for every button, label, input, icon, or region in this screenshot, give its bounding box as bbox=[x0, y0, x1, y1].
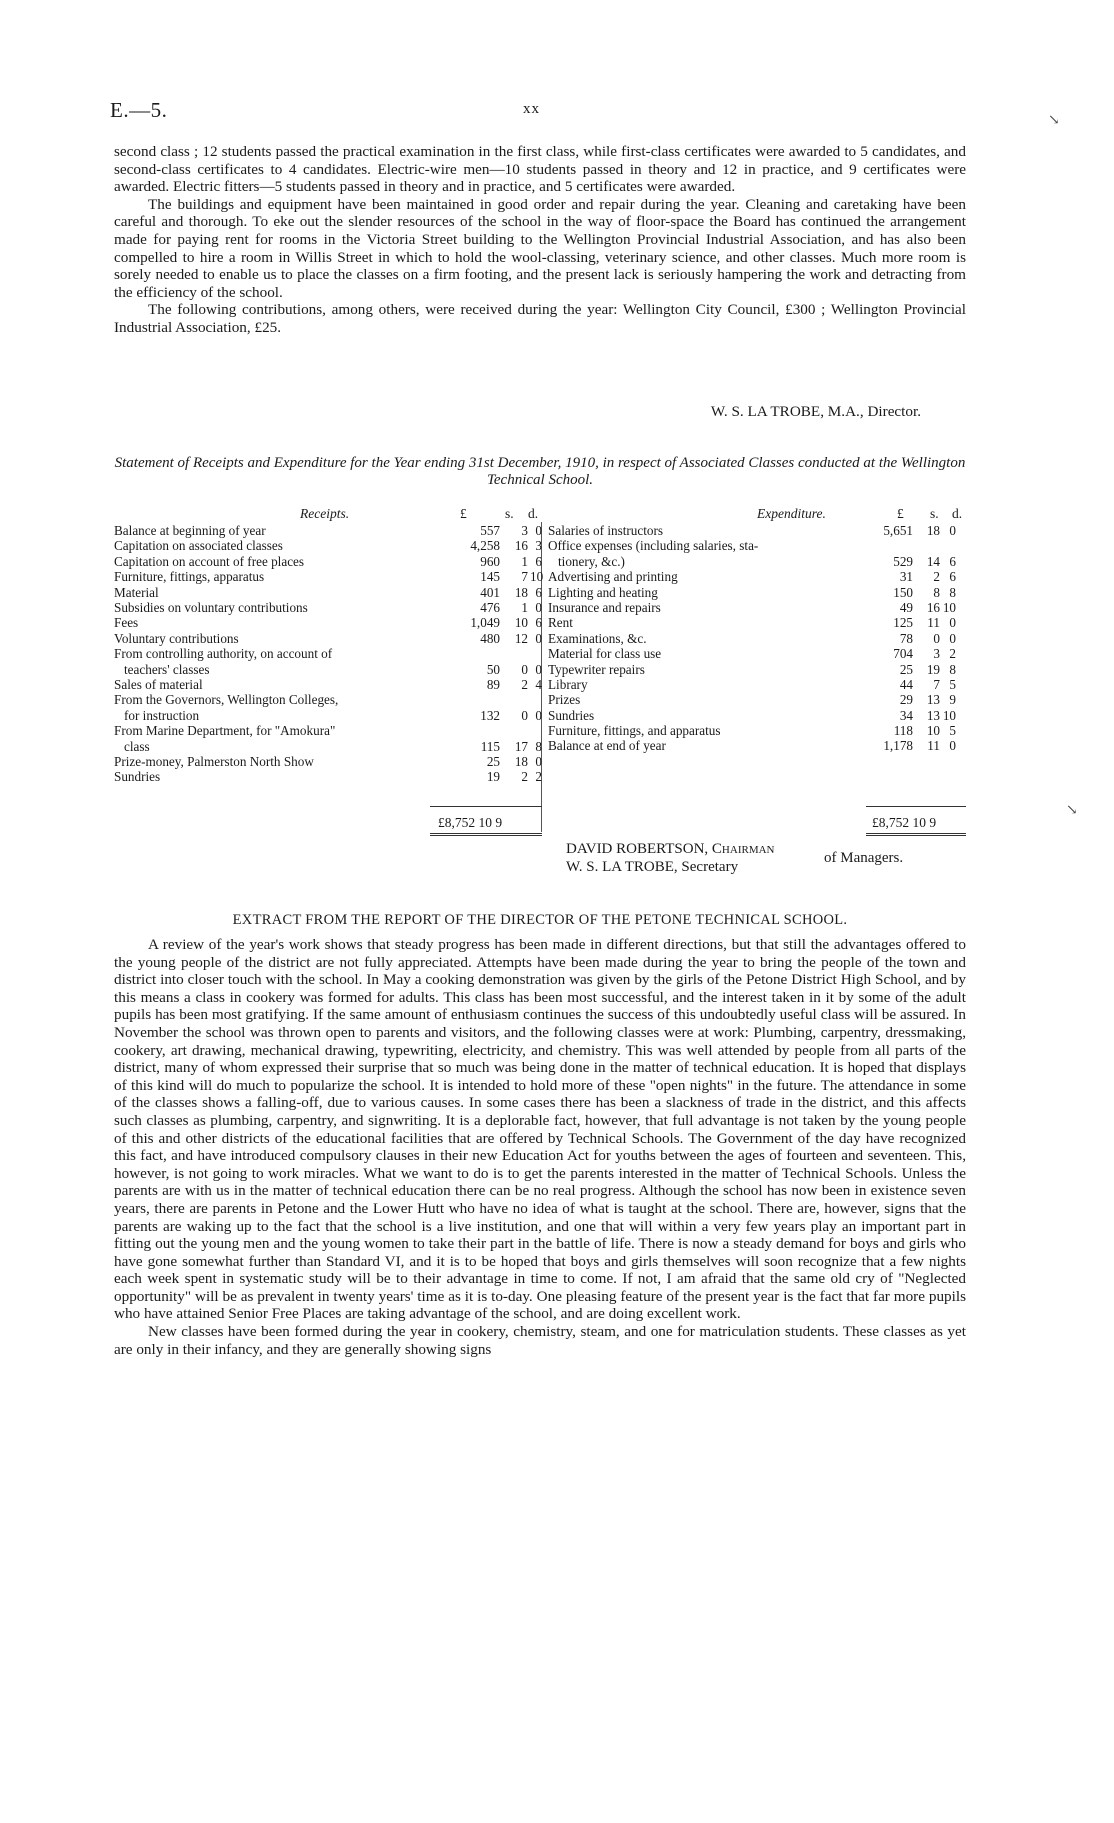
receipt-pence: 3 bbox=[535, 538, 542, 554]
expense-pounds: 25 bbox=[899, 661, 913, 677]
expense-label bbox=[548, 646, 843, 661]
expense-pounds: 31 bbox=[899, 569, 913, 585]
receipt-label-text: Capitation on associated classes bbox=[114, 538, 283, 554]
receipt-label bbox=[114, 723, 424, 754]
receipt-row bbox=[114, 646, 540, 677]
receipt-label-text: Material bbox=[114, 584, 159, 600]
scan-margin-mark: ↘ bbox=[1048, 113, 1060, 128]
expense-shill: 2 bbox=[933, 569, 940, 585]
expense-label-text: Balance at end of year bbox=[548, 738, 666, 754]
receipt-label-continuation: class bbox=[124, 738, 150, 754]
receipt-label bbox=[114, 615, 424, 630]
extract-paragraph-1: A review of the year's work shows that steady progress has been made in different directions, but that still the advantages offered to the young people of the district are not fully appreciated. Attempts have been made during the year to bring the people of the town and district into closer touch with the school. In May a cooking demonstration was given by the girls of the Petone District High School, and by this means a class in cookery was formed for adults. This class has been most successful, and the interest taken in it by some of the adult pupils has been most gratifying. If the same amount of enthusiasm continues the success of this undoubtedly useful class will be assured. In November the school was thrown open to parents and visitors, and the following classes were at work: Plumbing, carpentry, dressmaking, cookery, art drawing, mechanical drawing, typewriting, electricity, and chemistry. This was well attended by people from all parts of the district, many of whom expressed their surprise that so much was being done in the matter of technical education. It is hoped that displays of this kind will do much to popularize the school. It is intended to hold more of these "open nights" in the future. The attendance in some of the classes shows a falling-off, due to various causes. In some cases there has been a slackness of trade in the district, and this affects such classes as plumbing, carpentry, and signwriting. It is a deplorable fact, however, that full advantage is not taken by the young people of this and other districts of the educational facilities that are offered by Technical Schools. The Government of the day have recognized this fact, and have introduced compulsory clauses in their new Education Act for youths between the ages of fourteen and seventeen. This, however, is not going to work miracles. What we want to do is to get the parents interested in the matter of Technical Schools. Unless the parents are with us in the matter of technical education there can be no real progress. Although the school has now been in existence seven years, there are parents in Petone and the Lower Hutt who have no idea of what is taught at the school. There are, however, signs that the parents are waking up to the fact that the school is a live institution, and one that will within a very few years play an important part in fitting out the young men and the young women to take their part in the battle of life. There is now a steady demand for boys and girls who have gone somewhat further than Standard VI, and it is to be hoped that boys and girls themselves will soon recognize that a few nights each week spent in systematic study will be to their advantage in time to come. If not, I am afraid that the same old cry of "Neglected opportunity" will be as prevalent in twenty years' time as it is to-day. One pleasing feature of the present year is the fact that far more pupils who have attained Senior Free Places are taking advantage of the school, and are doing excellent work. bbox=[114, 936, 966, 1323]
receipt-label bbox=[114, 538, 424, 553]
receipt-label bbox=[114, 600, 424, 615]
expense-label-text: Prizes bbox=[548, 692, 581, 708]
receipt-label-text: Sales of material bbox=[114, 676, 203, 692]
expense-label bbox=[548, 538, 843, 569]
extract-title: EXTRACT FROM THE REPORT OF THE DIRECTOR OF THE PETONE TECHNICAL SCHOOL. bbox=[232, 912, 848, 928]
expense-shill: 13 bbox=[926, 707, 940, 723]
receipt-label bbox=[114, 554, 424, 569]
intro-paragraph-2: The buildings and equipment have been maintained in good order and repair during the year. Cleaning and caretaking have been careful and thorough. To eke out the slender resources of the school in the way of floor-space the Board has continued the arrangement made for paying rent for rooms in the Victoria Street building to the Wellington Provincial Industrial Association, and has also been compelled to hire a room in Willis Street in which to hold the wool-classing, veterinary science, and other classes. Much more room is sorely needed to enable us to place the classes on a firm footing, and the present lack is seriously hampering the work and detracting from the efficiency of the school. bbox=[114, 195, 966, 301]
page-number: xx bbox=[523, 101, 540, 117]
expense-row bbox=[548, 723, 966, 738]
expense-label-text: Advertising and printing bbox=[548, 569, 678, 585]
receipt-row bbox=[114, 723, 540, 754]
receipt-label-text: Prize-money, Palmerston North Show bbox=[114, 753, 314, 769]
expense-pounds: 529 bbox=[893, 553, 913, 569]
expense-label-text: Examinations, &c. bbox=[548, 630, 647, 646]
receipt-shill: 12 bbox=[514, 630, 528, 646]
managers-suffix: of Managers. bbox=[824, 850, 904, 866]
receipt-pounds: 145 bbox=[480, 569, 500, 585]
receipt-pounds: 89 bbox=[486, 676, 500, 692]
expense-row bbox=[548, 631, 966, 646]
expense-label-text: Lighting and heating bbox=[548, 584, 658, 600]
receipt-label-text: From the Governors, Wellington Colleges, bbox=[114, 692, 339, 708]
receipt-row bbox=[114, 523, 540, 538]
expenditure-total-rule bbox=[866, 806, 966, 807]
receipt-pence: 6 bbox=[535, 584, 542, 600]
expense-row bbox=[548, 662, 966, 677]
statement-title: Statement of Receipts and Expenditure for the Year ending 31st December, 1910, in respect of Associated Classes conducted at the Wellington Technical School. bbox=[114, 455, 966, 488]
receipt-label bbox=[114, 692, 424, 723]
expense-pence: 6 bbox=[949, 553, 956, 569]
receipts-heading: Receipts. bbox=[300, 506, 350, 521]
expense-label-continuation: tionery, &c.) bbox=[558, 553, 625, 569]
receipt-pounds: 557 bbox=[480, 522, 500, 538]
receipt-shill: 18 bbox=[514, 753, 528, 769]
expense-row bbox=[548, 646, 966, 661]
receipt-row bbox=[114, 554, 540, 569]
receipt-pounds: 50 bbox=[486, 661, 500, 677]
receipt-shill: 10 bbox=[514, 615, 528, 631]
receipt-pence: 0 bbox=[535, 630, 542, 646]
receipt-row bbox=[114, 631, 540, 646]
receipt-label-text: Capitation on account of free places bbox=[114, 553, 305, 569]
receipt-pence: 0 bbox=[535, 661, 542, 677]
receipt-pence: 6 bbox=[535, 553, 542, 569]
receipt-shill: 3 bbox=[521, 522, 528, 538]
receipt-shill: 2 bbox=[521, 769, 528, 785]
expense-shill: 18 bbox=[926, 522, 940, 538]
receipt-label bbox=[114, 569, 424, 584]
expense-pence: 0 bbox=[949, 738, 956, 754]
receipt-row bbox=[114, 600, 540, 615]
expense-pence: 8 bbox=[949, 584, 956, 600]
expense-pounds: 34 bbox=[899, 707, 913, 723]
receipt-pence: 0 bbox=[535, 753, 542, 769]
expense-pence: 5 bbox=[949, 676, 956, 692]
expense-pence: 0 bbox=[949, 522, 956, 538]
receipt-pence: 8 bbox=[535, 738, 542, 754]
expense-shill: 19 bbox=[926, 661, 940, 677]
expense-row bbox=[548, 677, 966, 692]
scan-margin-mark-2: ↘ bbox=[1066, 803, 1078, 818]
expense-row bbox=[548, 600, 966, 615]
receipt-pence: 2 bbox=[535, 769, 542, 785]
expense-label bbox=[548, 585, 843, 600]
expense-label bbox=[548, 708, 843, 723]
expenditure-pound-label: £ bbox=[897, 506, 904, 521]
expense-label-text: Office expenses (including salaries, sta- bbox=[548, 538, 759, 554]
receipt-label-text: Fees bbox=[114, 615, 139, 631]
expense-row bbox=[548, 615, 966, 630]
expense-label bbox=[548, 631, 843, 646]
expense-pounds: 150 bbox=[893, 584, 913, 600]
intro-paragraph-1: second class ; 12 students passed the practical examination in the first class, while first-class certificates were awarded to 5 candidates, and second-class certificates to 4 candidates. Electric-wire men—10 students passed in theory and 12 in practice, and 9 certificates were awarded. Electric fitters—5 students passed in theory and in practice, and 5 certificates were awarded. bbox=[114, 143, 966, 196]
receipt-label-text: Balance at beginning of year bbox=[114, 523, 266, 538]
receipt-label-text: Furniture, fittings, apparatus bbox=[114, 569, 265, 585]
expense-label-text: Salaries of instructors bbox=[548, 523, 663, 538]
receipt-pounds: 4,258 bbox=[470, 538, 500, 554]
receipt-row bbox=[114, 615, 540, 630]
receipt-row bbox=[114, 569, 544, 585]
expense-pounds: 1,178 bbox=[883, 738, 913, 754]
director-signature: W. S. LA TROBE, M.A., Director. bbox=[710, 403, 921, 420]
receipt-label bbox=[114, 631, 424, 646]
expense-pence: 9 bbox=[949, 692, 956, 708]
expense-row bbox=[548, 692, 966, 707]
expense-shill: 13 bbox=[926, 692, 940, 708]
receipt-label bbox=[114, 585, 424, 600]
receipt-pence: 4 bbox=[535, 676, 542, 692]
expense-label bbox=[548, 662, 843, 677]
receipt-shill: 0 bbox=[521, 661, 528, 677]
expense-shill: 11 bbox=[927, 738, 940, 754]
expense-label-text: Typewriter repairs bbox=[548, 661, 645, 677]
receipt-shill: 2 bbox=[521, 676, 528, 692]
expenditure-heading: Expenditure. bbox=[757, 506, 826, 521]
receipt-shill: 16 bbox=[514, 538, 528, 554]
expense-label-text: Rent bbox=[548, 615, 573, 631]
expense-pence: 6 bbox=[949, 569, 956, 585]
expense-shill: 0 bbox=[933, 630, 940, 646]
receipt-pounds: 132 bbox=[480, 707, 500, 723]
receipt-pounds: 960 bbox=[480, 553, 500, 569]
receipt-pounds: 476 bbox=[480, 599, 500, 615]
expense-shill: 7 bbox=[933, 676, 940, 692]
expense-label bbox=[548, 723, 843, 738]
receipt-row bbox=[114, 538, 540, 553]
expense-shill: 11 bbox=[927, 615, 940, 631]
expenditure-pence-label: d. bbox=[952, 506, 963, 521]
receipt-pounds: 19 bbox=[486, 769, 500, 785]
receipts-pence-label: d. bbox=[528, 506, 539, 521]
expense-label-text: Sundries bbox=[548, 707, 595, 723]
receipt-shill: 17 bbox=[514, 738, 528, 754]
expense-label bbox=[548, 615, 843, 630]
receipt-pounds: 25 bbox=[486, 753, 500, 769]
expense-pence: 2 bbox=[949, 646, 956, 662]
expense-row bbox=[548, 523, 966, 538]
receipt-shill: 0 bbox=[521, 707, 528, 723]
extract-paragraph-2: New classes have been formed during the year in cookery, chemistry, steam, and one for matriculation students. These classes as yet are only in their infancy, and they are generally showing signs bbox=[114, 1323, 966, 1358]
receipt-label-text: Voluntary contributions bbox=[114, 630, 239, 646]
receipt-row bbox=[114, 585, 540, 600]
receipt-label-text: From Marine Department, for "Amokura" bbox=[114, 723, 336, 739]
expense-pounds: 704 bbox=[893, 646, 913, 662]
receipt-label bbox=[114, 769, 424, 784]
expense-pence: 10 bbox=[942, 599, 956, 615]
receipt-pounds: 401 bbox=[480, 584, 500, 600]
expense-label bbox=[548, 523, 843, 538]
expense-label-text: Insurance and repairs bbox=[548, 599, 661, 615]
page-identifier: E.—5. bbox=[110, 98, 168, 122]
receipt-pence: 10 bbox=[530, 569, 544, 585]
receipts-shilling-label: s. bbox=[505, 506, 514, 521]
receipt-shill: 1 bbox=[521, 553, 528, 569]
receipts-pound-label: £ bbox=[460, 506, 467, 521]
expense-shill: 10 bbox=[926, 723, 940, 739]
receipts-total: £8,752 10 9 bbox=[438, 815, 503, 830]
receipt-shill: 18 bbox=[514, 584, 528, 600]
expense-pounds: 78 bbox=[899, 630, 913, 646]
expense-row bbox=[548, 708, 966, 723]
expense-pence: 5 bbox=[949, 723, 956, 739]
managers-signature bbox=[566, 840, 774, 876]
receipt-label-text: Sundries bbox=[114, 769, 161, 785]
receipt-label-text: From controlling authority, on account of bbox=[114, 646, 333, 662]
expenditure-total: £8,752 10 9 bbox=[872, 815, 937, 830]
receipt-pounds: 115 bbox=[480, 738, 500, 754]
extract-text-block bbox=[114, 936, 966, 1358]
expense-pounds: 125 bbox=[893, 615, 913, 631]
expense-pounds: 29 bbox=[899, 692, 913, 708]
expense-label bbox=[548, 569, 843, 584]
expense-shill: 16 bbox=[926, 599, 940, 615]
expense-row bbox=[548, 569, 966, 584]
expense-label bbox=[548, 600, 843, 615]
receipts-total-rule bbox=[430, 806, 542, 807]
expense-label bbox=[548, 677, 843, 692]
expense-label-text: Library bbox=[548, 676, 588, 692]
receipt-shill: 7 bbox=[521, 569, 528, 585]
receipt-label bbox=[114, 677, 424, 692]
expense-pounds: 118 bbox=[893, 723, 913, 739]
expense-label bbox=[548, 692, 843, 707]
expense-pounds: 44 bbox=[899, 676, 913, 692]
chairman-line: DAVID ROBERTSON, Chairman bbox=[566, 841, 775, 857]
receipt-shill: 1 bbox=[521, 599, 528, 615]
expense-label-text: Furniture, fittings, and apparatus bbox=[548, 723, 721, 739]
expense-pounds: 5,651 bbox=[883, 522, 913, 538]
expense-pence: 0 bbox=[949, 615, 956, 631]
expense-label-text: Material for class use bbox=[548, 646, 662, 662]
expenditure-total-double-rule bbox=[866, 833, 966, 836]
receipt-pence: 0 bbox=[535, 599, 542, 615]
receipt-pounds: 480 bbox=[480, 630, 500, 646]
expense-pounds: 49 bbox=[899, 599, 913, 615]
receipt-row bbox=[114, 754, 540, 769]
expense-row bbox=[548, 738, 966, 753]
receipts-ledger bbox=[114, 522, 544, 785]
expense-pence: 8 bbox=[949, 661, 956, 677]
expense-pence: 10 bbox=[942, 707, 956, 723]
intro-paragraph-3: The following contributions, among others, were received during the year: Wellington City Council, £300 ; Wellington Provincial Industrial Association, £25. bbox=[114, 301, 966, 336]
receipt-label bbox=[114, 754, 424, 769]
expense-shill: 14 bbox=[926, 553, 940, 569]
expense-shill: 8 bbox=[933, 584, 940, 600]
receipt-pounds: 1,049 bbox=[470, 615, 500, 631]
secretary-line: W. S. LA TROBE, Secretary bbox=[566, 859, 739, 875]
expense-shill: 3 bbox=[933, 646, 940, 662]
receipt-row bbox=[114, 692, 540, 723]
receipt-label-continuation: teachers' classes bbox=[124, 661, 210, 677]
receipt-label-continuation: for instruction bbox=[124, 707, 200, 723]
receipt-pence: 0 bbox=[535, 707, 542, 723]
receipt-pence: 6 bbox=[535, 615, 542, 631]
intro-text-block bbox=[114, 143, 966, 337]
receipt-pence: 0 bbox=[535, 522, 542, 538]
receipt-label bbox=[114, 523, 424, 538]
expense-row bbox=[548, 585, 966, 600]
expenditure-shilling-label: s. bbox=[930, 506, 939, 521]
receipt-label bbox=[114, 646, 424, 677]
receipt-row bbox=[114, 677, 540, 692]
expense-row bbox=[548, 538, 966, 569]
expense-label bbox=[548, 738, 843, 753]
receipt-label-text: Subsidies on voluntary contributions bbox=[114, 599, 308, 615]
receipt-row bbox=[114, 769, 540, 784]
receipts-total-double-rule bbox=[430, 833, 542, 836]
expense-pence: 0 bbox=[949, 630, 956, 646]
expenditure-ledger bbox=[548, 523, 966, 754]
